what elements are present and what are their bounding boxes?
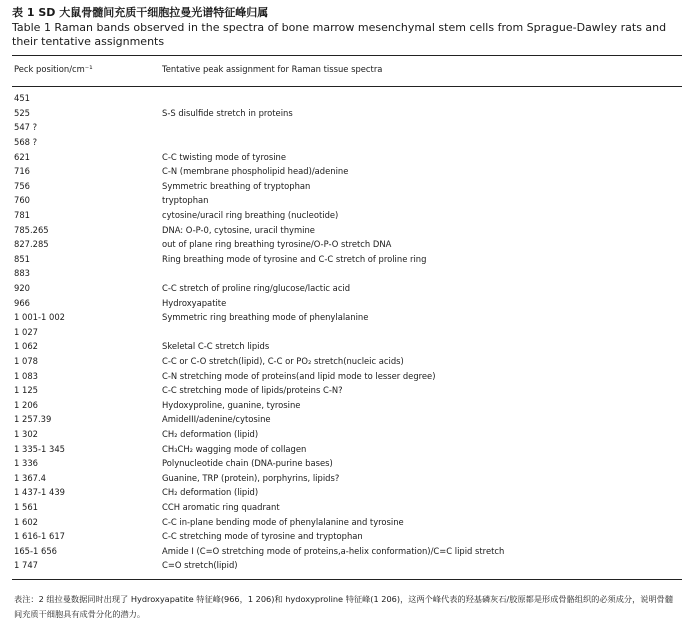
peak-assignment-cell: C-C stretching mode of tyrosine and tryptophan xyxy=(162,531,363,542)
table-row xyxy=(12,193,682,208)
peak-position-cell: 621 xyxy=(14,151,30,162)
peak-assignment-cell: C-C stretch of proline ring/glucose/lactic acid xyxy=(162,283,351,294)
peak-assignment-cell: C-C or C-O stretch(lipid), C-C or PO₂ stretch(nucleic acids) xyxy=(162,355,404,366)
peak-position-cell: 1 083 xyxy=(14,370,38,381)
table-row xyxy=(12,441,682,456)
table-row xyxy=(12,120,682,135)
table-title-chinese: 表 1 SD 大鼠骨髓间充质干细胞拉曼光谱特征峰归属 xyxy=(12,6,269,19)
table-row xyxy=(12,397,682,412)
peak-assignment-cell: C-C in-plane bending mode of phenylalanine and tyrosine xyxy=(162,516,404,527)
table-row xyxy=(12,149,682,164)
table-row xyxy=(12,427,682,442)
peak-assignment-cell: Symmetric ring breathing mode of phenylalanine xyxy=(162,312,369,323)
peak-position-cell: 1 747 xyxy=(14,560,38,571)
table-row xyxy=(12,252,682,267)
peak-position-cell: 756 xyxy=(14,180,30,191)
table-header-row xyxy=(12,56,682,82)
peak-position-cell: 966 xyxy=(14,297,30,308)
table-row xyxy=(12,237,682,252)
peak-position-cell: 1 027 xyxy=(14,326,38,337)
peak-position-cell: 1 336 xyxy=(14,458,38,469)
peak-assignment-cell: Symmetric breathing of tryptophan xyxy=(162,180,311,191)
table-row xyxy=(12,266,682,281)
table-row xyxy=(12,208,682,223)
peak-assignment-cell: C-C stretching mode of lipids/proteins C-N? xyxy=(162,385,343,396)
peak-assignment-cell: Hydroxyapatite xyxy=(162,297,227,308)
peak-assignment-cell: AmideIII/adenine/cytosine xyxy=(162,414,271,425)
table-row xyxy=(12,558,682,573)
peak-position-cell: 1 078 xyxy=(14,355,38,366)
table-footnote: 表注：2 组拉曼数据同时出现了 Hydroxyapatite 特征峰(966，1 206)和 hydoxyproline 特征峰(1 206)，这两个峰代表的羟基磷灰石/胶原都是形成骨骼组织的必须成分，说明骨髓间充质干细胞具有成骨分化的潜力。 xyxy=(14,593,674,619)
peak-position-cell: 1 001-1 002 xyxy=(14,312,65,323)
table-row xyxy=(12,135,682,150)
peak-assignment-cell: C-C twisting mode of tyrosine xyxy=(162,151,287,162)
peak-assignment-cell: Amide I (C=O stretching mode of proteins,a-helix conformation)/C=C lipid stretch xyxy=(162,545,505,556)
header-peak-assignment: Tentative peak assignment for Raman tissue spectra xyxy=(162,64,383,74)
table-row xyxy=(12,325,682,340)
table-row xyxy=(12,310,682,325)
peak-position-cell: 1 206 xyxy=(14,399,38,410)
table-row xyxy=(12,412,682,427)
header-peak-position: Peck position/cm⁻¹ xyxy=(14,64,93,74)
peak-position-cell: 1 616-1 617 xyxy=(14,531,65,542)
peak-position-cell: 1 302 xyxy=(14,428,38,439)
table-row xyxy=(12,368,682,383)
peak-position-cell: 883 xyxy=(14,268,30,279)
peak-position-cell: 1 062 xyxy=(14,341,38,352)
peak-assignment-cell: cytosine/uracil ring breathing (nucleotide) xyxy=(162,210,339,221)
table-row xyxy=(12,106,682,121)
peak-assignment-cell: CCH aromatic ring quadrant xyxy=(162,501,280,512)
peak-assignment-cell: out of plane ring breathing tyrosine/O-P-O stretch DNA xyxy=(162,239,392,250)
peak-assignment-cell: C-N stretching mode of proteins(and lipid mode to lesser degree) xyxy=(162,370,436,381)
peak-assignment-cell: S-S disulfide stretch in proteins xyxy=(162,107,293,118)
table-title-english: Table 1 Raman bands observed in the spectra of bone marrow mesenchymal stem cells from Sprague-Dawley rats and their tentative assignments xyxy=(12,21,667,48)
table-body xyxy=(12,87,682,573)
peak-position-cell: 716 xyxy=(14,166,30,177)
peak-position-cell: 1 602 xyxy=(14,516,38,527)
peak-position-cell: 851 xyxy=(14,253,30,264)
peak-position-cell: 451 xyxy=(14,93,30,104)
peak-position-cell: 1 125 xyxy=(14,385,38,396)
table-row xyxy=(12,354,682,369)
table-row xyxy=(12,222,682,237)
peak-position-cell: 165-1 656 xyxy=(14,545,57,556)
peak-position-cell: 1 335-1 345 xyxy=(14,443,65,454)
peak-assignment-cell: C-N (membrane phospholipid head)/adenine xyxy=(162,166,349,177)
peak-position-cell: 827.285 xyxy=(14,239,49,250)
peak-assignment-cell: Skeletal C-C stretch lipids xyxy=(162,341,270,352)
peak-assignment-cell: tryptophan xyxy=(162,195,209,206)
peak-position-cell: 785.265 xyxy=(14,224,49,235)
peak-assignment-cell: CH₃CH₂ wagging mode of collagen xyxy=(162,443,307,454)
peak-position-cell: 1 257.39 xyxy=(14,414,52,425)
peak-position-cell: 781 xyxy=(14,210,30,221)
peak-position-cell: 547 ? xyxy=(14,122,38,133)
peak-position-cell: 920 xyxy=(14,283,30,294)
peak-position-cell: 568 ? xyxy=(14,137,38,148)
peak-position-cell: 1 561 xyxy=(14,501,38,512)
table-row xyxy=(12,500,682,515)
peak-assignment-cell: Guanine, TRP (protein), porphyrins, lipids? xyxy=(162,472,340,483)
table-row xyxy=(12,514,682,529)
peak-assignment-cell: CH₂ deformation (lipid) xyxy=(162,487,259,498)
table-row xyxy=(12,339,682,354)
peak-assignment-cell: C=O stretch(lipid) xyxy=(162,560,238,571)
table-row xyxy=(12,383,682,398)
table-row xyxy=(12,470,682,485)
peak-assignment-cell: Polynucleotide chain (DNA-purine bases) xyxy=(162,458,333,469)
peak-position-cell: 1 367.4 xyxy=(14,472,46,483)
table-row xyxy=(12,91,682,106)
table-row xyxy=(12,281,682,296)
peak-assignment-cell: Ring breathing mode of tyrosine and C-C stretch of proline ring xyxy=(162,253,427,264)
peak-assignment-cell: CH₂ deformation (lipid) xyxy=(162,428,259,439)
peak-position-cell: 1 437-1 439 xyxy=(14,487,65,498)
peak-assignment-cell: DNA: O-P-0, cytosine, uracil thymine xyxy=(162,224,315,235)
table-row xyxy=(12,529,682,544)
peak-position-cell: 760 xyxy=(14,195,30,206)
table-bottom-rule xyxy=(12,579,682,580)
table-row xyxy=(12,543,682,558)
table-row xyxy=(12,179,682,194)
peak-assignment-cell: Hydoxyproline, guanine, tyrosine xyxy=(162,399,301,410)
table-row xyxy=(12,456,682,471)
table-row xyxy=(12,164,682,179)
peak-position-cell: 525 xyxy=(14,107,30,118)
table-row xyxy=(12,295,682,310)
table-row xyxy=(12,485,682,500)
